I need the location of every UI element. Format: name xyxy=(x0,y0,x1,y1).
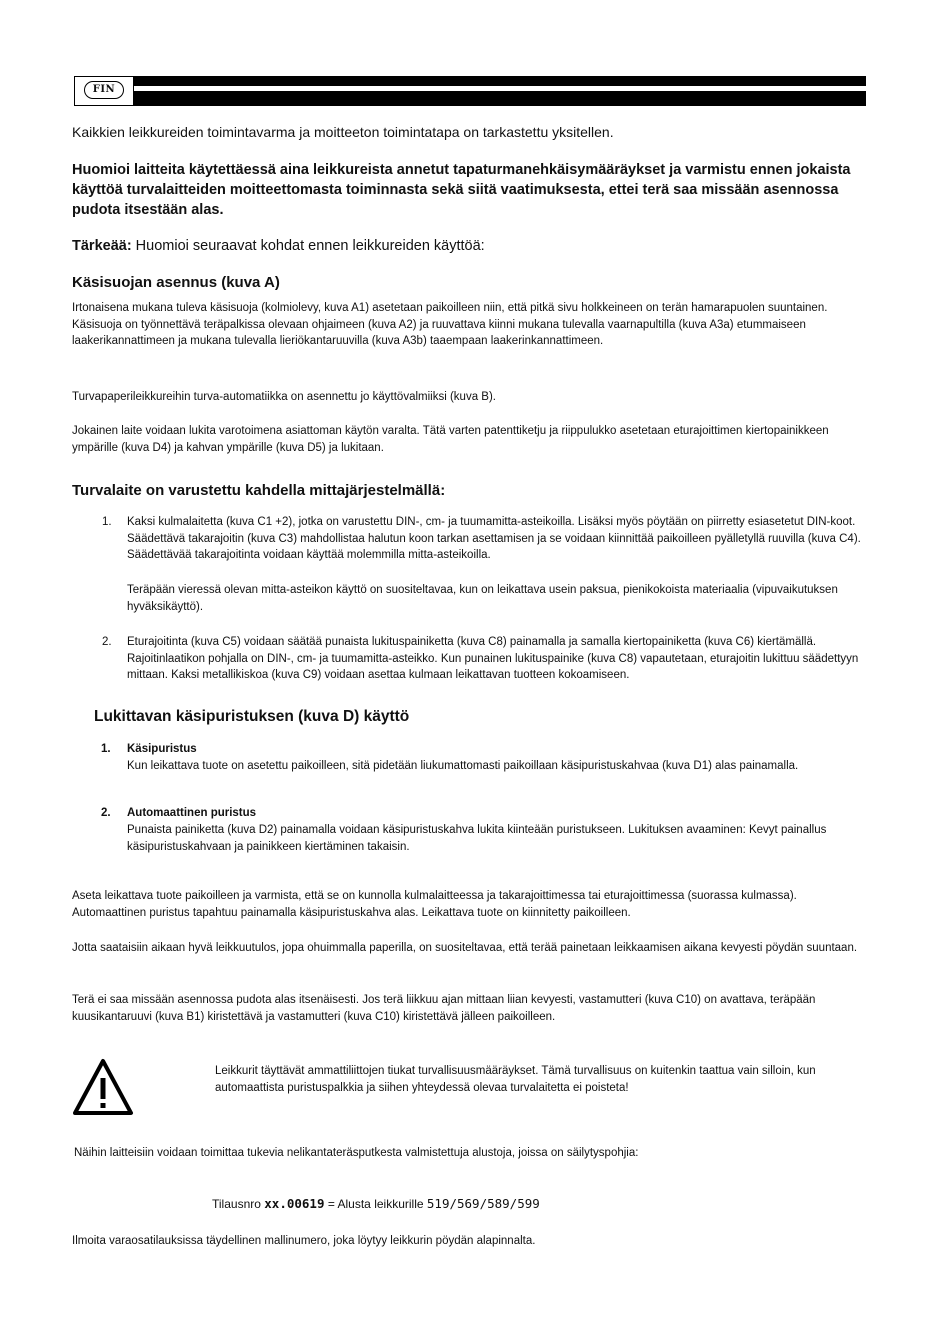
intro-text: Kaikkien leikkureiden toimintavarma ja moitteeton toimintatapa on tarkastettu yksitellen. xyxy=(72,124,614,140)
warning-text: Leikkurit täyttävät ammattiliittojen tiukat turvallisuusmääräykset. Tämä turvallisuus on kuitenkin taattua vain silloin, kun automaattista puristuspalkkia ja siihen yhteydessä olevaa turvalaitetta ei poisteta! xyxy=(215,1065,816,1094)
list-item-text: Kaksi kulmalaitetta (kuva C1 +2), jotka on varustettu DIN-, cm- ja tuumamitta-asteikoilla. Lisäksi myös pöytään on piirretty esiasetetut DIN-koot. Säädettävä takarajoitin (kuva C3) mahdollistaa halutun koon tarkan asettamisen ja se voidaan kiinnittää paikoilleen pyälletyllä ruuvilla (kuva C4). Säädettävää takarajoitinta voidaan käyttää molemmilla mitta-asteikoilla. xyxy=(127,516,861,561)
list-item-text: Punaista painiketta (kuva D2) painamalla voidaan käsipuristuskahva lukita kiinteään puristukseen. Lukituksen avaaminen: Kevyt painallus käsipuristuskahvaan ja painikkeen kiertäminen takaisin. xyxy=(127,824,827,853)
blade-drop-text: Terä ei saa missään asennossa pudota alas itsenäisesti. Jos terä liikkuu ajan mittaan liian kevyesti, vastamutteri (kuva C10) on avattava, teräpään kuusikantaruuvi (kuva B1) kiristettävä ja vastamutteri (kuva C10) kiristettävä jälleen paikoilleen. xyxy=(72,994,816,1023)
list-number: 2. xyxy=(101,807,111,819)
warning-triangle-icon xyxy=(72,1058,134,1116)
order-number: xx.00619 xyxy=(264,1196,325,1211)
safety-notice: Huomioi laitteita käytettäessä aina leikkureista annetut tapaturmanehkäisymääräykset ja varmistu ennen jokaista käyttöä turvalaitteiden moitteettomasta toiminnasta sekä siitä vaatimuksesta, ettei terä saa missään asennossa pudota itsestään alas. xyxy=(72,162,851,218)
heading-clamping: Lukittavan käsipuristuksen (kuva D) käyttö xyxy=(94,708,410,725)
list-number: 2. xyxy=(102,636,112,648)
important-note xyxy=(72,237,872,255)
safety-paper-text: Turvapaperileikkureihin turva-automatiikka on asennettu jo käyttövalmiiksi (kuva B). xyxy=(72,391,496,403)
header-bar-top xyxy=(134,76,866,86)
order-label: Tilausnro xyxy=(212,1197,261,1211)
important-label: Tärkeää: xyxy=(72,238,132,254)
order-equals: = Alusta leikkurille xyxy=(327,1197,424,1211)
list-item-title: Automaattinen puristus xyxy=(127,807,257,819)
language-badge: FIN xyxy=(84,81,124,99)
lock-text: Jokainen laite voidaan lukita varotoimena asiattoman käytön varalta. Tätä varten patenttiketju ja riippulukko asetetaan eturajoittimen kiertopainikkeen ympärille (kuva D4) ja kahvan ympärille (kuva D5) ja lukitaan. xyxy=(72,425,829,454)
list-item-title: Käsipuristus xyxy=(127,743,197,755)
important-text: Huomioi seuraavat kohdat ennen leikkureiden käyttöä: xyxy=(131,238,485,254)
place-product-text: Aseta leikattava tuote paikoilleen ja varmista, että se on kunnolla kulmalaitteessa ja takarajoittimessa tai eturajoittimessa (suorassa kulmassa). Automaattinen puristus tapahtuu painamalla käsipuristuskahva alas. Leikattava tuote on kiinnitetty paikoilleen. xyxy=(72,890,797,919)
thin-paper-text: Jotta saataisiin aikaan hyvä leikkuutulos, jopa ohuimmalla paperilla, on suositeltavaa, että terää painetaan leikkaamisen aikana kevyesti pöydän suuntaan. xyxy=(72,942,858,954)
heading-measuring: Turvalaite on varustettu kahdella mittajärjestelmällä: xyxy=(72,482,446,499)
list-item-text: Eturajoitinta (kuva C5) voidaan säätää punaista lukituspainiketta (kuva C8) painamalla ja samalla kiertopainiketta (kuva C6) kiertämällä. Rajoitinlaatikon pohjalla on DIN-, cm- ja tuumamitta-asteikko. Kun punainen lukituspainike (kuva C8) vapautetaan, eturajoitin lukittuu säädettyyn mittaan. Kaksi metallikiskoa (kuva C9) voidaan asettaa kulmaan leikattavan tuotteen kokoamiseen. xyxy=(127,636,859,681)
list-number: 1. xyxy=(101,743,111,755)
order-line xyxy=(212,1196,540,1212)
list-item-note: Teräpään vieressä olevan mitta-asteikon käyttö on suositeltavaa, kun on leikattava usein paksua, pienikokoista materiaalia (vipuvaikutuksen hyväksikäyttö). xyxy=(127,584,838,613)
hand-guard-text: Irtonaisena mukana tuleva käsisuoja (kolmiolevy, kuva A1) asetetaan paikoilleen niin, että pitkä sivu holkkeineen on terän hamarapuolen suuntainen. Käsisuoja on työnnettävä teräpalkissa olevaan ohjaimeen (kuva A2) ja ruuvattava kiinni mukana tulevalla vaarnapultilla (kuva A3a) etummaiseen laakerikannattimeen ja mukana tulevalla lieriökantaruuvilla (kuva A3b) taaempaan laakerinkannattimeen. xyxy=(72,302,828,347)
language-frame xyxy=(74,76,134,106)
list-item-text: Kun leikattava tuote on asetettu paikoilleen, sitä pidetään liukumattomasti paikoillaan käsipuristuskahvaa (kuva D1) alas painamalla. xyxy=(127,760,799,772)
list-number: 1. xyxy=(102,516,112,528)
order-models: 519/569/589/599 xyxy=(426,1196,540,1211)
header-bar-bottom xyxy=(134,91,866,106)
stands-text: Näihin laitteisiin voidaan toimittaa tukevia nelikantateräsputkesta valmistettuja alustoja, joissa on säilytyspohjia: xyxy=(74,1147,639,1159)
spare-parts-text: Ilmoita varaosatilauksissa täydellinen mallinumero, joka löytyy leikkurin pöydän alapinnalta. xyxy=(72,1235,536,1247)
heading-hand-guard: Käsisuojan asennus (kuva A) xyxy=(72,274,280,291)
page-header xyxy=(74,76,866,106)
